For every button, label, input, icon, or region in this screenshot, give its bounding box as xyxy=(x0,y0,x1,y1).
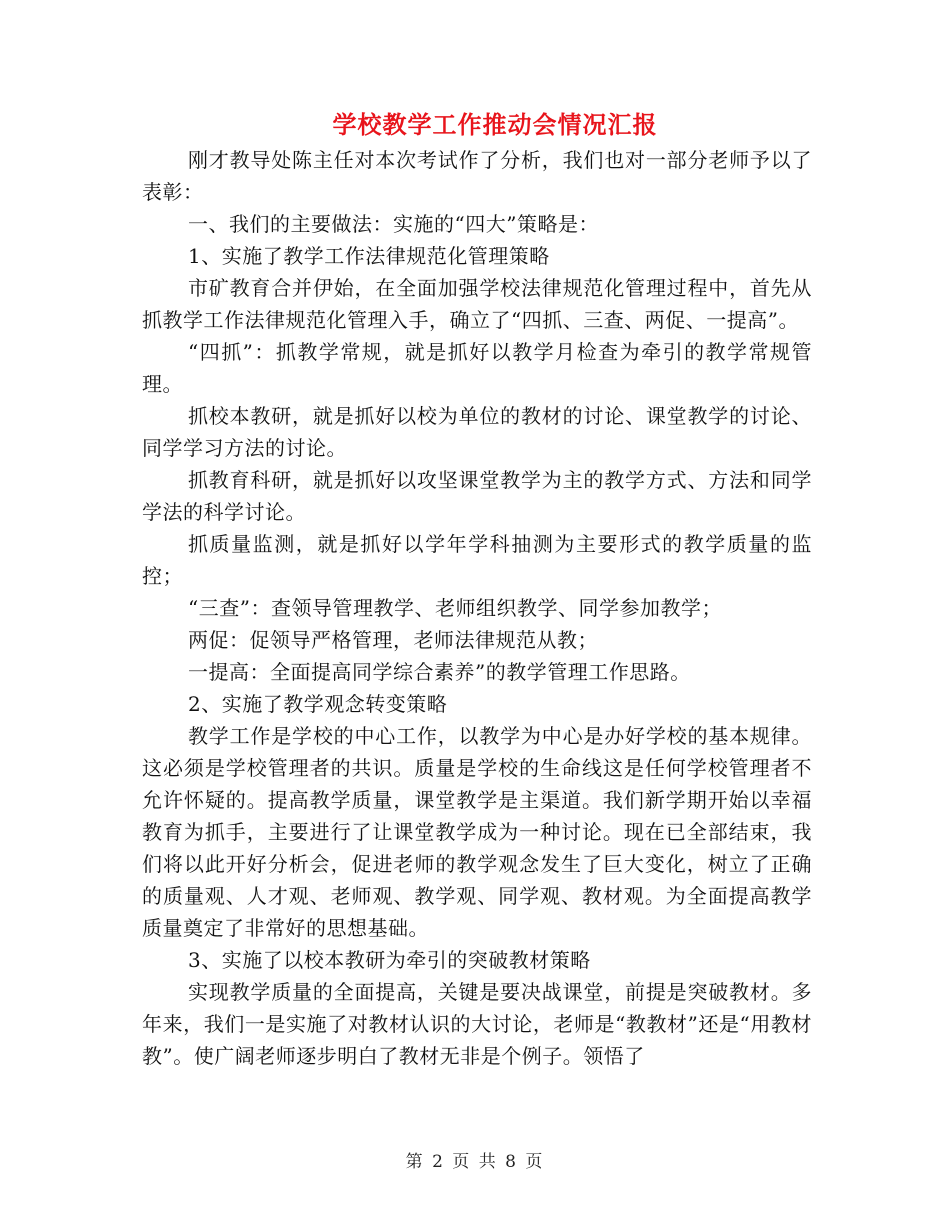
paragraph: 1、实施了教学工作法律规范化管理策略 xyxy=(188,244,550,268)
paragraph: 一、我们的主要做法：实施的“四大”策略是： xyxy=(188,212,599,236)
page-footer: 第 2 页 共 8 页 xyxy=(405,1152,545,1172)
paragraph: 抓教育科研，就是抓好以攻坚课堂教学为主的教学方式、方法和同学学法的科学讨论。 xyxy=(142,468,812,524)
paragraph: 2、实施了教学观念转变策略 xyxy=(188,692,448,716)
paragraph: 抓质量监测，就是抓好以学年学科抽测为主要形式的教学质量的监控； xyxy=(142,532,812,588)
paragraph: 3、实施了以校本教研为牵引的突破教材策略 xyxy=(188,948,591,972)
paragraph: 抓校本教研，就是抓好以校为单位的教材的讨论、课堂教学的讨论、同学学习方法的讨论。 xyxy=(142,404,812,460)
paragraph: “三查”：查领导管理教学、老师组织教学、同学参加教学； xyxy=(188,596,722,620)
document-title: 学校教学工作推动会情况汇报 xyxy=(332,110,658,139)
paragraph: 两促：促领导严格管理，老师法律规范从教； xyxy=(188,628,598,652)
paragraph: 教学工作是学校的中心工作，以教学为中心是办好学校的基本规律。这必须是学校管理者的共识。质量是学校的生命线这是任何学校管理者不允许怀疑的。提高教学质量，课堂教学是主渠道。我们新学期开始以幸福教育为抓手，主要进行了让课堂教学成为一种讨论。现在已全部结束，我们将以此开好分析会，促进老师的教学观念发生了巨大变化，树立了正确的质量观、人才观、老师观、教学观、同学观、教材观。为全面提高教学质量奠定了非常好的思想基础。 xyxy=(142,724,812,940)
paragraph: “四抓”：抓教学常规，就是抓好以教学月检查为牵引的教学常规管理。 xyxy=(142,340,812,396)
paragraph: 市矿教育合并伊始，在全面加强学校法律规范化管理过程中，首先从抓教学工作法律规范化管理入手，确立了“四抓、三查、两促、一提高”。 xyxy=(142,276,812,332)
document-body xyxy=(142,144,812,1072)
paragraph: 一提高：全面提高同学综合素养”的教学管理工作思路。 xyxy=(188,660,691,684)
paragraph: 刚才教导处陈主任对本次考试作了分析，我们也对一部分老师予以了表彰： xyxy=(142,148,812,204)
paragraph: 实现教学质量的全面提高，关键是要决战课堂，前提是突破教材。多年来，我们一是实施了对教材认识的大讨论，老师是“教教材”还是“用教材教”。使广阔老师逐步明白了教材无非是个例子。领悟了 xyxy=(142,980,812,1068)
